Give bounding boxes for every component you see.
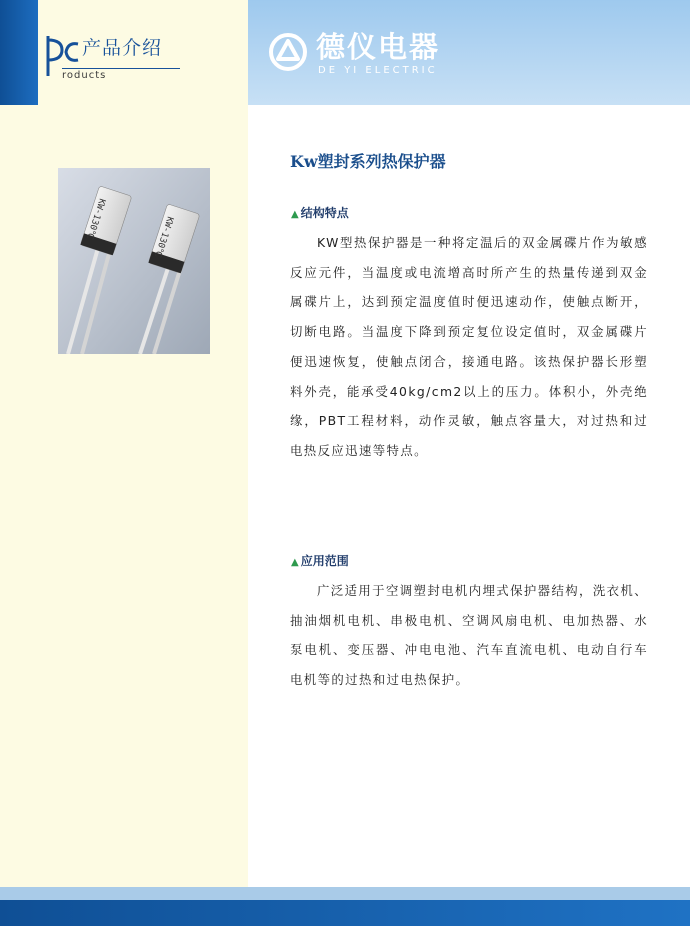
header-blue-strip — [0, 0, 38, 105]
application-heading — [291, 553, 349, 571]
footer-light-band — [0, 887, 690, 900]
structure-body: KW型热保护器是一种将定温后的双金属碟片作为敏感反应元件，当温度或电流增高时所产生的热量传递到双金属碟片上，达到预定温度值时便迅速动作，使触点断开，切断电路。当温度下降到预定复位设定值时，双金属碟片便迅速恢复，使触点闭合，接通电路。该热保护器长形塑料外壳，能承受40kg/cm2以上的压力。体积小，外壳绝缘，PBT工程材料，动作灵敏，触点容量大，对过热和过电热反应迅速等特点。 — [290, 235, 648, 458]
application-body: 广泛适用于空调塑封电机内埋式保护器结构，洗衣机、抽油烟机电机、串极电机、空调风扇电机、电加热器、水泵电机、变压器、冲电电池、汽车直流电机、电动自行车电机等的过热和过电热保护。 — [290, 583, 648, 688]
section-title: 产品介绍 — [82, 37, 163, 59]
right-header — [248, 0, 690, 105]
triangle-bullet-icon: ▲ — [291, 209, 299, 220]
brand-logo-icon — [268, 32, 308, 72]
product-label-left: KW-130℃ — [83, 197, 107, 241]
section-subtitle: roducts — [62, 70, 107, 81]
section-title-rule — [62, 68, 180, 69]
product-label-right: KW-130℃ — [151, 215, 175, 259]
page-title: Kw塑封系列热保护器 — [290, 152, 446, 171]
structure-heading-text: 结构特点 — [300, 206, 349, 220]
structure-paragraph — [290, 228, 648, 466]
brand-name: 德仪电器 — [316, 30, 441, 64]
application-paragraph — [290, 576, 648, 695]
structure-heading — [291, 205, 349, 223]
triangle-bullet-icon: ▲ — [291, 557, 299, 568]
footer-dark-band — [0, 900, 690, 926]
application-heading-text: 应用范围 — [300, 554, 349, 568]
left-panel — [0, 0, 248, 926]
brand-name-en: DE YI ELECTRIC — [318, 65, 438, 76]
product-photo — [58, 168, 210, 354]
